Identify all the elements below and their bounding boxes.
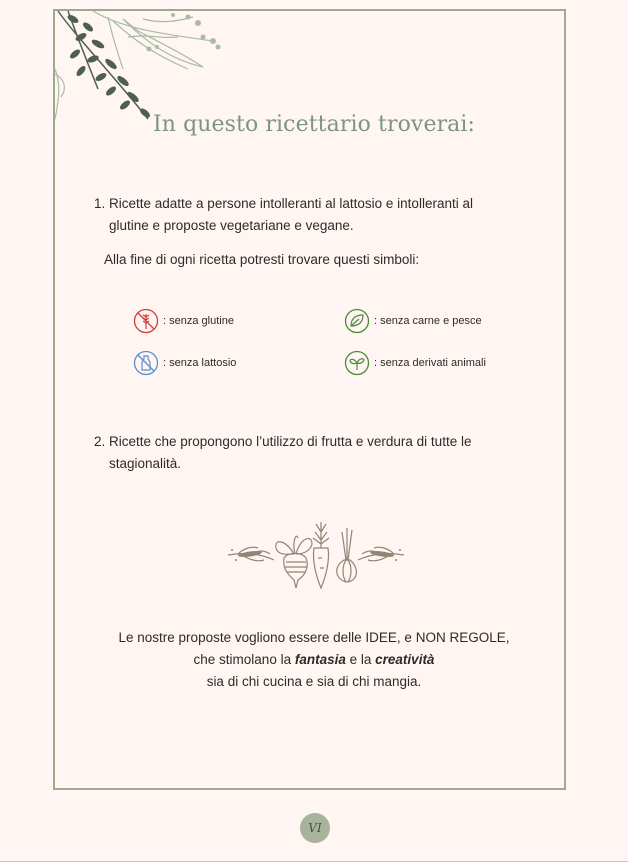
symbol-lactose-free xyxy=(133,350,236,376)
lactose-free-icon xyxy=(133,350,159,376)
list-text-line: Ricette che propongono l’utilizzo di frutta e verdura di tutte le xyxy=(109,434,472,449)
symbol-vegan xyxy=(344,350,486,376)
symbol-label: : senza lattosio xyxy=(163,357,237,369)
vegetables-illustration-icon xyxy=(226,510,406,590)
emphasis-fantasia: fantasia xyxy=(294,652,346,667)
list-text-line: stagionalità. xyxy=(109,456,182,471)
closing-line xyxy=(0,649,628,671)
list-text-line: Ricette adatte a persone intolleranti al lattosio e intolleranti al xyxy=(109,196,473,211)
vegetarian-leaf-icon xyxy=(344,308,370,334)
closing-text: e la xyxy=(345,652,376,667)
list-text-line: glutine e proposte vegetariane e vegane. xyxy=(109,218,354,233)
closing-line: sia di chi cucina e sia di chi mangia. xyxy=(206,674,422,689)
foliage-decoration-icon xyxy=(53,9,233,129)
list-number: 2. xyxy=(94,434,106,449)
vegan-sprout-icon xyxy=(344,350,370,376)
closing-statement xyxy=(0,627,628,693)
closing-text: che stimolano la xyxy=(193,652,295,667)
page-title: In questo ricettario troverai: xyxy=(152,112,476,137)
symbol-label: : senza glutine xyxy=(163,315,234,327)
page-number-badge: VI xyxy=(300,813,330,843)
list-item-2 xyxy=(94,431,534,475)
list-number: 1. xyxy=(94,196,106,211)
gluten-free-icon xyxy=(133,308,159,334)
symbol-gluten-free xyxy=(133,308,234,334)
closing-line: Le nostre proposte vogliono essere delle IDEE, e NON REGOLE, xyxy=(118,630,510,645)
symbols-intro: Alla fine di ogni ricetta potresti trovare questi simboli: xyxy=(104,252,420,267)
emphasis-creativita: creatività xyxy=(375,652,435,667)
symbol-label: : senza carne e pesce xyxy=(374,315,482,327)
list-item-1 xyxy=(94,193,534,237)
symbol-vegetarian xyxy=(344,308,482,334)
symbol-label: : senza derivati animali xyxy=(374,357,486,369)
